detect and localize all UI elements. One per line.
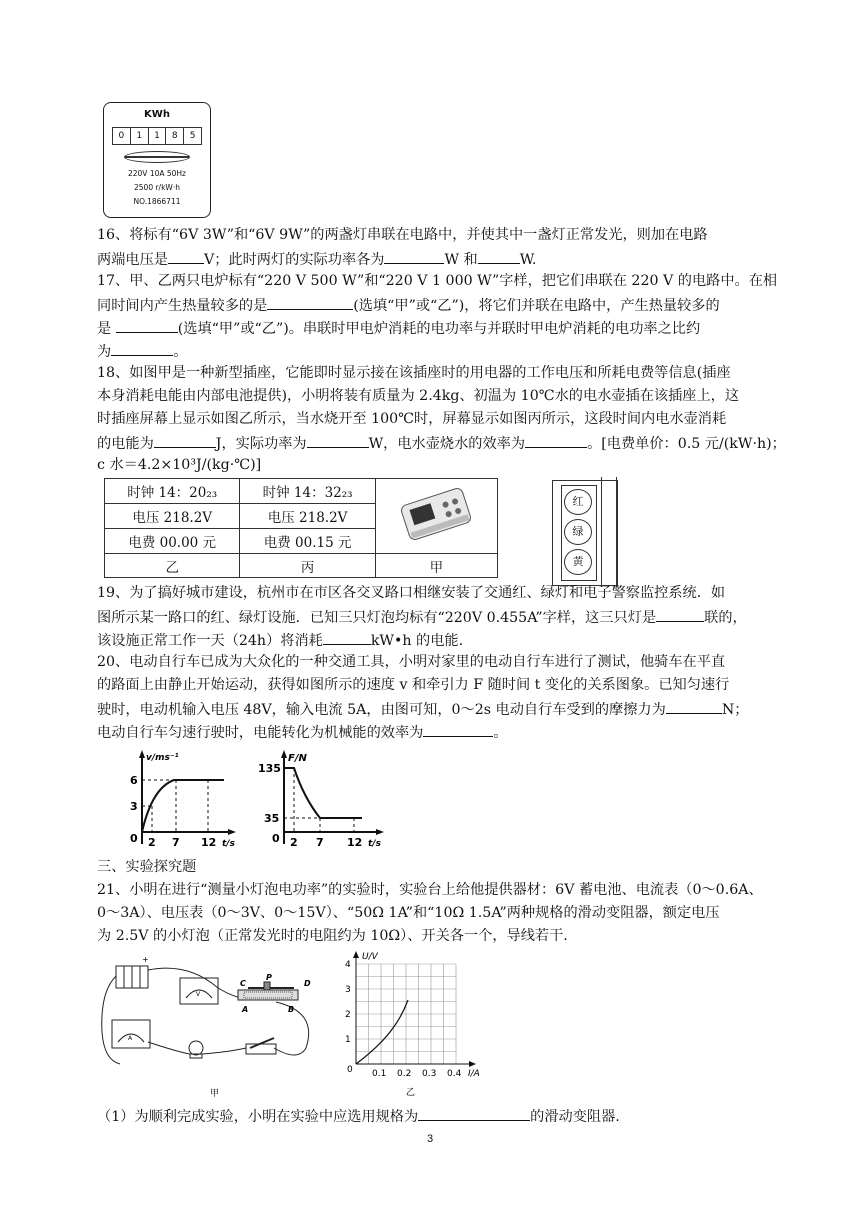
q20-line4 [97,720,508,745]
q19-line2 [97,605,747,630]
y-tick: 1 [345,1035,351,1045]
text: 的滑动变阻器. [530,1109,620,1125]
terminal-label: D [304,979,311,988]
smart-socket-icon [381,479,491,549]
velocity-time-graph [112,748,242,852]
text: 联的， [704,610,747,626]
answer-blank [323,628,371,645]
x-tick: 0.4 [447,1069,462,1079]
q17-line2 [97,293,720,318]
table-cell: 电压 218.2V [105,504,240,529]
socket-display-table [104,478,498,578]
answer-blank [307,431,369,448]
q21-line2: 0～3A）、电压表（0～3V、0～15V）、“50Ω 1A”和“10Ω 1.5A”两种规格的滑动变阻器，额定电压 [97,905,720,921]
q19-line1: 19、为了搞好城市建设，杭州市在市区各交叉路口相继安装了交通红、绿灯和电子警察监控系统．如 [97,585,726,601]
table-row [105,479,498,504]
answer-blank [478,247,520,264]
q18-line4 [97,431,786,456]
y-tick: 4 [345,960,351,970]
q17-line3 [97,316,700,341]
text: 的电能为 [97,436,154,452]
x-tick: 0.3 [422,1069,437,1079]
q20-line2: 的路面上由静止开始运动，获得如图所示的速度 v 和牵引力 F 随时间 t 变化的关系图象。已知匀速行 [97,677,730,693]
axis-label: t/s [368,839,381,849]
x-tick: 7 [316,836,324,849]
y-tick: 3 [345,985,351,995]
q21-line3: 为 2.5V 的小灯泡（正常发光时的电阻约为 10Ω）、开关各一个，导线若干. [97,928,568,944]
axis-label: t/s [222,839,235,849]
answer-blank [666,697,722,714]
axis-label: U/V [362,952,378,962]
table-row [105,554,498,578]
pole [601,477,617,587]
page-number: 3 [426,1133,434,1145]
x-tick: 2 [290,836,298,849]
socket-image-cell [375,479,497,554]
meter-digits [112,127,202,145]
meter-digit: 1 [149,128,167,144]
meter-digit: 1 [131,128,149,144]
answer-blank [154,431,216,448]
q18-line1: 18、如图甲是一种新型插座，它能即时显示接在该插座时的用电器的工作电压和所耗电费等信息(插座 [97,365,731,381]
force-time-graph [250,748,390,852]
text: V；此时两灯的实际功率各为 [203,252,385,268]
section-heading: 三、实验探究题 [97,859,197,875]
y-tick: 2 [345,1010,351,1020]
text: W 和 [444,252,478,268]
text: 为 [97,344,112,360]
answer-blank [384,247,444,264]
text: 是 [97,321,112,337]
text: 驶时，电动机输入电压 48V，输入电流 5A，由图可知，0～2s 电动自行车受到的摩擦力为 [97,702,666,718]
table-label: 乙 [105,554,240,578]
axis-label: I/A [468,1069,480,1079]
ammeter-label: A [128,1035,133,1042]
terminal-label: A [242,1005,249,1014]
text: 图所示某一路口的红、绿灯设施．已知三只灯泡均标有“220V 0.455A”字样，这三只灯是 [97,610,657,626]
table-cell: 电压 218.2V [240,504,375,529]
y-tick: 6 [130,774,138,787]
q17-line1: 17、甲、乙两只电炉标有“220 V 500 W”和“220 V 1 000 W”字样，把它们串联在 220 V 的电路中。在相 [97,273,778,289]
q20-line1: 20、电动自行车已成为大众化的一种交通工具，小明对家里的电动自行车进行了测试，他骑车在平直 [97,654,726,670]
answer-blank [168,247,204,264]
q18-line5: c 水＝4.2×10³J/(kg·℃)] [97,457,262,473]
circuit-diagram [98,952,328,1102]
electricity-meter [103,102,211,218]
text: (选填“甲”或“乙”)。串联时甲电炉消耗的电功率与并联时甲电炉消耗的电功率之比约 [177,321,701,337]
x-tick: 2 [148,836,156,849]
answer-blank [423,720,493,737]
origin-label: 0 [347,1065,353,1075]
text: (选填“甲”或“乙”)，将它们并联在电路中，产生热量较多的 [353,298,720,314]
axis-label: v/ms⁻¹ [146,753,179,763]
text: J，实际功率为 [215,436,307,452]
q18-line2: 本身消耗电能由内部电池提供)，小明将装有质量为 2.4kg、初温为 10℃水的电水壶插在该插座上，这 [97,388,740,404]
terminal-label: P [266,973,272,982]
meter-digit: 5 [189,131,196,141]
answer-blank [656,605,704,622]
answer-blank [267,293,353,310]
q21-sub1 [97,1104,620,1129]
table-cell: 时钟 14：20₂₃ [105,479,240,504]
text: 两端电压是 [97,252,168,268]
text: 同时间内产生热量较多的是 [97,298,268,314]
text: N； [721,702,749,718]
x-tick: 0.1 [372,1069,387,1079]
x-tick: 7 [172,836,180,849]
table-label: 甲 [375,554,497,578]
green-light: 绿 [564,519,592,545]
text: 电动自行车匀速行驶时，电能转化为机械能的效率为 [97,725,424,741]
red-light: 红 [564,489,592,515]
y-tick: 0 [272,832,280,845]
axis-label: F/N [288,753,307,764]
table-label: 丙 [240,554,375,578]
q19-line3 [97,628,463,653]
q16-line1: 16、将标有“6V 3W”和“6V 9W”的两盏灯串联在电路中，并使其中一盏灯正常发光，则加在电路 [97,227,708,243]
voltage-current-graph [336,950,496,1100]
y-tick: 3 [130,800,138,813]
q20-line3 [97,697,748,722]
terminal-label: C [240,979,246,988]
meter-unit: KWh [144,109,170,120]
meter-rating: 220V 10A 50Hz [127,169,186,178]
text: 。 [173,344,188,360]
meter-digit: 8 [166,128,184,144]
answer-blank [111,339,173,356]
svg-text:+: + [142,955,149,964]
answer-blank [525,431,587,448]
voltmeter-label: V [196,991,201,998]
text: W，电水壶烧水的效率为 [368,436,526,452]
yellow-light: 黄 [564,549,592,575]
traffic-light [552,480,618,586]
x-tick: 12 [347,836,363,849]
y-tick: 35 [264,812,280,825]
meter-dial [124,151,190,163]
meter-digit: 0 [113,128,131,144]
q16-line2 [97,247,536,272]
terminal-label: B [288,1005,295,1014]
q21-line1: 21、小明在进行“测量小灯泡电功率”的实验时，实验台上给他提供器材：6V 蓄电池、电流表（0～0.6A、 [97,882,763,898]
table-cell: 电费 00.15 元 [240,529,375,554]
q18-line3: 时插座屏幕上显示如图乙所示，当水烧开至 100℃时，屏幕显示如图丙所示，这段时间内电水壶消耗 [97,411,727,427]
circuit-figure-label: 甲 [210,1089,220,1099]
y-tick: 0 [130,832,138,845]
text: 。[电费单价：0.5 元/(kW·h)； [587,436,786,452]
table-cell: 电费 00.00 元 [105,529,240,554]
answer-blank [116,316,178,333]
y-tick: 135 [258,762,281,775]
q17-line4 [97,339,187,364]
x-tick: 0.2 [397,1069,412,1079]
x-tick: 12 [201,836,217,849]
text: （1）为顺利完成实验，小明在实验中应选用规格为 [97,1109,419,1125]
meter-revolutions: 2500 r/kW·h [134,183,180,192]
text: kW•h 的电能. [370,633,464,649]
text: 。 [493,725,508,741]
answer-blank [418,1104,530,1121]
text: W. [519,252,537,268]
graph-figure-label: 乙 [406,1088,416,1098]
meter-serial: NO.1866711 [133,197,181,206]
table-cell: 时钟 14：32₂₃ [240,479,375,504]
text: 该设施正常工作一天（24h）将消耗 [97,633,323,649]
